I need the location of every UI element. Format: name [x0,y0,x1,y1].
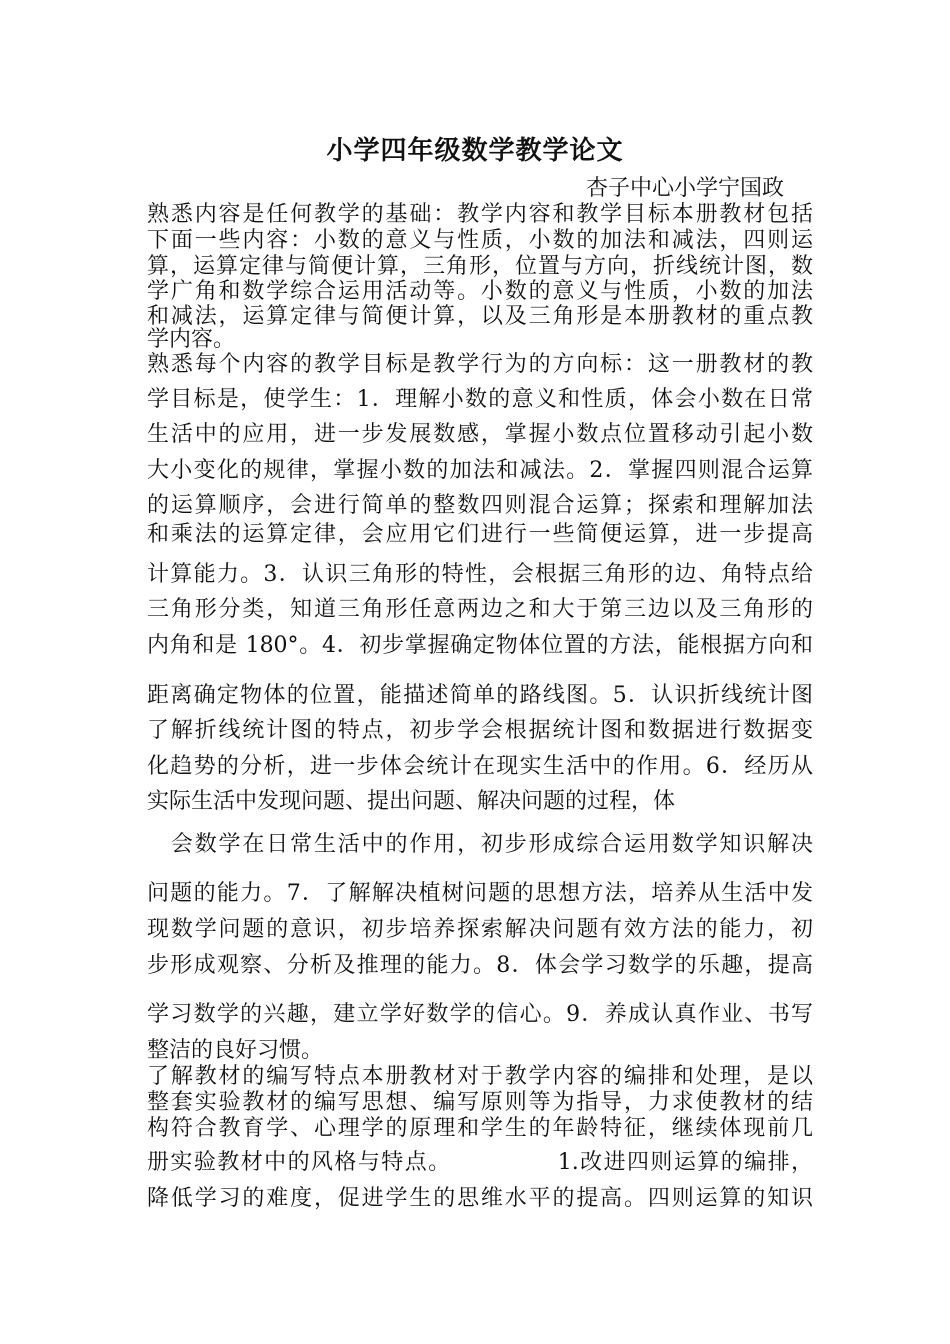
body-line: 整洁的良好习惯。 [147,1038,324,1063]
body-line: 三角形分类，知道三角形任意两边之和大于第三边以及三角形的 [147,597,813,622]
body-line: 册实验教材中的风格与特点。 1.改进四则运算的编排， [147,1150,813,1175]
body-line: 了解教材的编写特点本册教材对于教学内容的编排和处理，是以 [147,1064,813,1089]
body-line: 学目标是，使学生：1．理解小数的意义和性质，体会小数在日常 [147,387,813,412]
body-line: 和减法，运算定律与简便计算，以及三角形是本册教材的重点教 [147,304,813,329]
body-line: 学广角和数学综合运用活动等。小数的意义与性质，小数的加法 [147,279,813,304]
body-line: 化趋势的分析，进一步体会统计在现实生活中的作用。6．经历从 [147,754,813,779]
body-line: 了解折线统计图的特点，初步学会根据统计图和数据进行数据变 [147,718,813,743]
body-line: 距离确定物体的位置，能描述简单的路线图。5．认识折线统计图 [147,683,813,708]
body-line: 生活中的应用，进一步发展数感，掌握小数点位置移动引起小数 [147,422,813,447]
body-line: 问题的能力。7．了解解决植树问题的思想方法，培养从生活中发 [147,881,813,906]
body-line: 学内容。 [147,327,236,352]
body-line: 的运算顺序，会进行简单的整数四则混合运算；探索和理解加法 [147,493,813,518]
body-line: 大小变化的规律，掌握小数的加法和减法。2．掌握四则混合运算 [147,458,813,483]
body-line: 下面一些内容：小数的意义与性质，小数的加法和减法，四则运 [147,228,813,253]
body-line: 和乘法的运算定律，会应用它们进行一些简便运算，进一步提高 [147,522,813,547]
author-line: 杏子中心小学宁国政 [586,176,785,201]
body-line: 算，运算定律与简便计算，三角形，位置与方向，折线统计图，数 [147,254,813,279]
body-line: 整套实验教材的编写思想、编写原则等为指导，力求使教材的结 [147,1090,813,1115]
body-line: 熟悉内容是任何教学的基础：教学内容和教学目标本册教材包括 [147,202,813,227]
body-line: 内角和是 180°。4．初步掌握确定物体位置的方法，能根据方向和 [147,633,813,658]
body-line: 现数学问题的意识，初步培养探索解决问题有效方法的能力，初 [147,917,813,942]
body-line: 降低学习的难度，促进学生的思维水平的提高。四则运算的知识 [147,1186,813,1211]
body-line: 实际生活中发现问题、提出问题、解决问题的过程，体 [147,789,676,814]
body-line: 构符合教育学、心理学的原理和学生的年龄特征，继续体现前几 [147,1116,813,1141]
body-line: 步形成观察、分析及推理的能力。8．体会学习数学的乐趣，提高 [147,953,813,978]
body-line: 熟悉每个内容的教学目标是教学行为的方向标：这一册教材的教 [147,352,813,377]
body-line: 计算能力。3．认识三角形的特性，会根据三角形的边、角特点给 [147,562,813,587]
body-line: 学习数学的兴趣，建立学好数学的信心。9．养成认真作业、书写 [147,1002,813,1027]
body-line: 会数学在日常生活中的作用，初步形成综合运用数学知识解决 [147,832,813,857]
document-title: 小学四年级数学教学论文 [326,136,624,166]
